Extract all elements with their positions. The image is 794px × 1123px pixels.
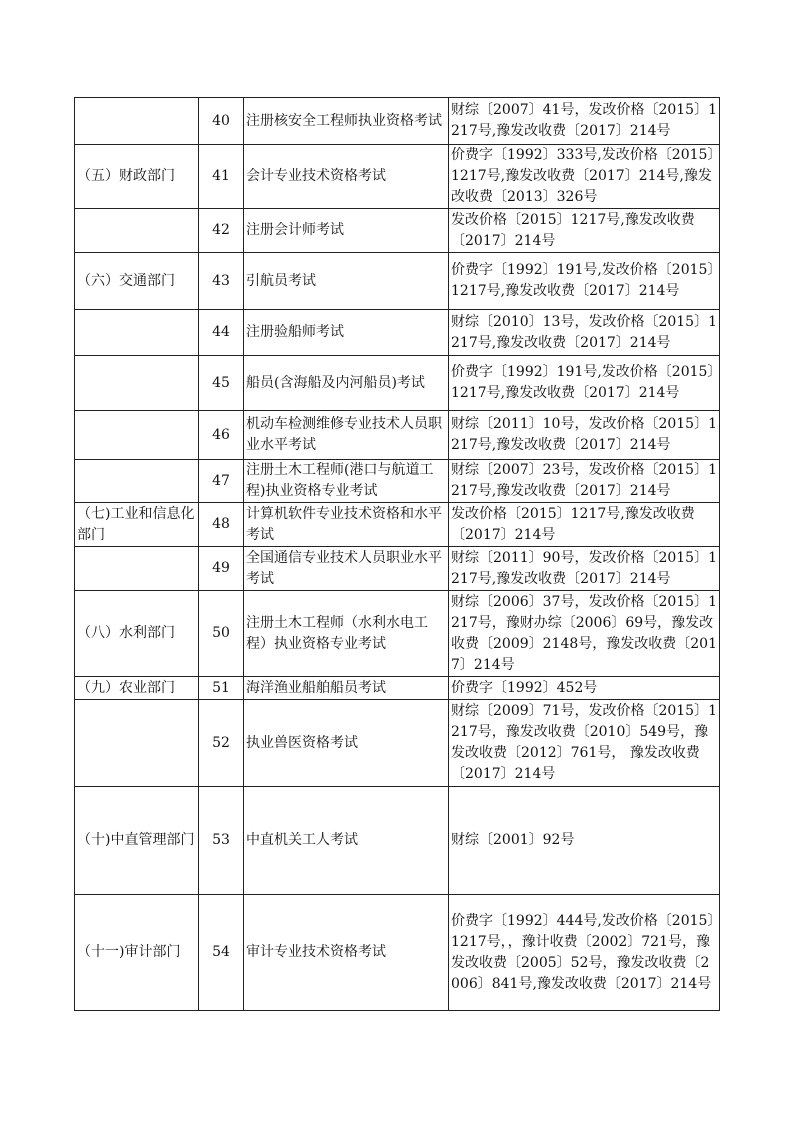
item-number-cell: 50: [199, 591, 244, 677]
item-number-cell: 48: [199, 503, 244, 547]
exam-name-cell: 审计专业技术资格考试: [244, 895, 449, 1011]
exam-name-cell: 会计专业技术资格考试: [244, 145, 449, 209]
department-cell: （十)中直管理部门: [75, 787, 199, 895]
item-number-cell: 42: [199, 209, 244, 253]
item-number-cell: 46: [199, 411, 244, 460]
item-number-cell: 43: [199, 253, 244, 310]
department-cell: （七)工业和信息化部门: [75, 503, 199, 547]
table-row: [75, 677, 720, 700]
department-cell: [75, 310, 199, 356]
exam-name-cell: 注册土木工程师（水利水电工程）执业资格专业考试: [244, 591, 449, 677]
fee-basis-cell: 价费字〔1992〕452号: [449, 677, 720, 700]
fee-basis-cell: 价费字〔1992〕444号,发改价格〔2015〕1217号，，豫计收费〔2002〕721号，豫发改收费〔2005〕52号，豫发改收费〔2006〕841号,豫发改收费〔2017〕214号: [449, 895, 720, 1011]
exam-name-cell: 注册土木工程师(港口与航道工程)执业资格专业考试: [244, 460, 449, 503]
fee-basis-cell: 财综〔2009〕71号，发改价格〔2015〕1217号，豫发改收费〔2010〕549号，豫发改收费〔2012〕761号， 豫发改收费〔2017〕214号: [449, 700, 720, 787]
exam-name-cell: 中直机关工人考试: [244, 787, 449, 895]
table-row: [75, 411, 720, 460]
exam-name-cell: 船员(含海船及内河船员)考试: [244, 356, 449, 411]
exam-name-cell: 注册会计师考试: [244, 209, 449, 253]
item-number-cell: 45: [199, 356, 244, 411]
department-cell: [75, 700, 199, 787]
department-cell: （十一)审计部门: [75, 895, 199, 1011]
table-row: [75, 145, 720, 209]
item-number-cell: 41: [199, 145, 244, 209]
department-cell: （五）财政部门: [75, 145, 199, 209]
fee-basis-cell: 财综〔2010〕13号，发改价格〔2015〕1217号,豫发改收费〔2017〕214号: [449, 310, 720, 356]
department-cell: [75, 411, 199, 460]
fee-basis-cell: 价费字〔1992〕191号,发改价格〔2015〕1217号,豫发改收费〔2017〕214号: [449, 356, 720, 411]
table-row: [75, 98, 720, 145]
item-number-cell: 53: [199, 787, 244, 895]
fee-basis-cell: 财综〔2011〕10号，发改价格〔2015〕1217号,豫发改收费〔2017〕214号: [449, 411, 720, 460]
table-row: [75, 591, 720, 677]
exam-name-cell: 机动车检测维修专业技术人员职业水平考试: [244, 411, 449, 460]
fee-basis-cell: 财综〔2006〕37号，发改价格〔2015〕1217号，豫财办综〔2006〕69号，豫发改收费〔2009〕2148号，豫发改收费〔2017〕214号: [449, 591, 720, 677]
fee-basis-cell: 财综〔2007〕41号，发改价格〔2015〕1217号,豫发改收费〔2017〕214号: [449, 98, 720, 145]
item-number-cell: 44: [199, 310, 244, 356]
department-cell: （九）农业部门: [75, 677, 199, 700]
department-cell: [75, 98, 199, 145]
table-row: [75, 460, 720, 503]
exam-name-cell: 全国通信专业技术人员职业水平考试: [244, 547, 449, 591]
fee-basis-cell: 财综〔2007〕23号，发改价格〔2015〕1217号,豫发改收费〔2017〕214号: [449, 460, 720, 503]
table-row: [75, 787, 720, 895]
table-row: [75, 310, 720, 356]
table-row: [75, 253, 720, 310]
table-row: [75, 895, 720, 1011]
table-row: [75, 209, 720, 253]
exam-name-cell: 引航员考试: [244, 253, 449, 310]
item-number-cell: 54: [199, 895, 244, 1011]
exam-name-cell: 执业兽医资格考试: [244, 700, 449, 787]
table-row: [75, 503, 720, 547]
fee-basis-cell: 财综〔2011〕90号，发改价格〔2015〕1217号,豫发改收费〔2017〕214号: [449, 547, 720, 591]
item-number-cell: 51: [199, 677, 244, 700]
table-row: [75, 547, 720, 591]
department-cell: [75, 460, 199, 503]
fee-basis-cell: 价费字〔1992〕333号,发改价格〔2015〕1217号,豫发改收费〔2017〕214号,豫发改收费〔2013〕326号: [449, 145, 720, 209]
fee-basis-cell: 财综〔2001〕92号: [449, 787, 720, 895]
item-number-cell: 40: [199, 98, 244, 145]
department-cell: [75, 209, 199, 253]
item-number-cell: 52: [199, 700, 244, 787]
fee-basis-cell: 发改价格〔2015〕1217号,豫发改收费〔2017〕214号: [449, 503, 720, 547]
department-cell: （六）交通部门: [75, 253, 199, 310]
exam-name-cell: 计算机软件专业技术资格和水平考试: [244, 503, 449, 547]
item-number-cell: 49: [199, 547, 244, 591]
exam-name-cell: 海洋渔业船舶船员考试: [244, 677, 449, 700]
table-row: [75, 700, 720, 787]
department-cell: [75, 547, 199, 591]
department-cell: [75, 356, 199, 411]
fee-basis-cell: 发改价格〔2015〕1217号,豫发改收费〔2017〕214号: [449, 209, 720, 253]
fee-basis-table: [74, 97, 720, 1011]
table-row: [75, 356, 720, 411]
department-cell: （八）水利部门: [75, 591, 199, 677]
fee-basis-cell: 价费字〔1992〕191号,发改价格〔2015〕1217号,豫发改收费〔2017〕214号: [449, 253, 720, 310]
item-number-cell: 47: [199, 460, 244, 503]
exam-name-cell: 注册核安全工程师执业资格考试: [244, 98, 449, 145]
exam-name-cell: 注册验船师考试: [244, 310, 449, 356]
